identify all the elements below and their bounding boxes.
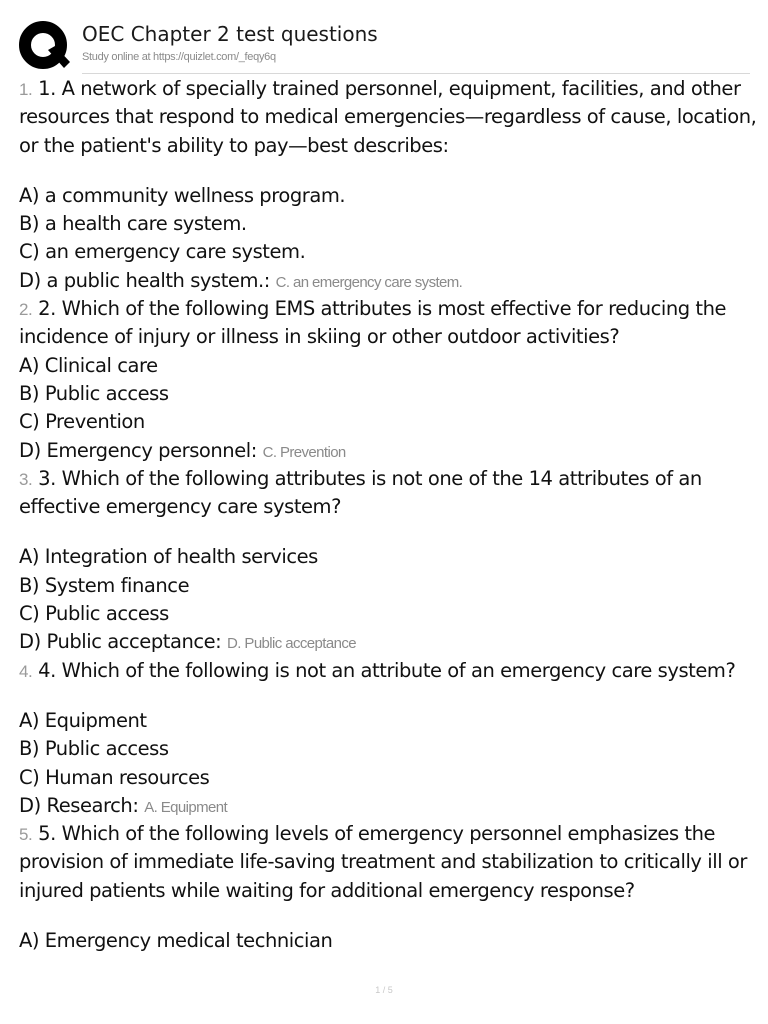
option-d: D) Research: xyxy=(19,793,139,817)
question-item xyxy=(19,820,754,955)
question-text: effective emergency care system? xyxy=(19,495,342,519)
question-item xyxy=(19,75,757,295)
option-a: A) Emergency medical technician xyxy=(19,929,333,953)
option-a: A) Clinical care xyxy=(19,353,158,377)
question-number: 1. xyxy=(19,80,33,99)
question-text: provision of immediate life-saving treatment and stabilization to critically ill or xyxy=(19,850,747,874)
option-c: C) Public access xyxy=(19,602,169,626)
question-text: 5. Which of the following levels of emergency personnel emphasizes the xyxy=(38,822,716,846)
answer-text: D. Public acceptance xyxy=(227,635,356,653)
option-d: D) Emergency personnel: xyxy=(19,438,257,462)
question-text: 3. Which of the following attributes is not one of the 14 attributes of an xyxy=(38,466,702,490)
option-d: D) a public health system.: xyxy=(19,268,270,292)
option-c: C) Prevention xyxy=(19,410,145,434)
question-item xyxy=(19,295,754,465)
answer-text: A. Equipment xyxy=(144,798,228,816)
question-text: incidence of injury or illness in skiing or other outdoor activities? xyxy=(19,325,620,349)
option-a: A) Equipment xyxy=(19,708,147,732)
document-subtitle: Study online at https://quizlet.com/_feqy6q xyxy=(82,51,276,63)
question-number: 3. xyxy=(19,469,33,489)
option-a: A) Integration of health services xyxy=(19,545,318,569)
question-text: 1. A network of specially trained personnel, equipment, facilities, and other xyxy=(38,77,741,100)
option-b: B) Public access xyxy=(19,737,169,761)
question-text: resources that respond to medical emergencies—regardless of cause, location, xyxy=(19,105,757,129)
question-text: or the patient's ability to pay—best describes: xyxy=(19,133,449,157)
question-item xyxy=(19,657,754,820)
answer-text: C. Prevention xyxy=(262,443,346,461)
header-divider xyxy=(82,73,750,74)
answer-text: C. an emergency care system. xyxy=(275,273,463,291)
question-number: 4. xyxy=(19,661,33,681)
question-text: injured patients while waiting for additional emergency response? xyxy=(19,878,635,902)
question-item xyxy=(19,465,754,657)
quizlet-q-logo-icon xyxy=(18,20,70,72)
question-text: 4. Which of the following is not an attribute of an emergency care system? xyxy=(38,658,736,682)
document-title: OEC Chapter 2 test questions xyxy=(82,22,378,46)
option-b: B) System finance xyxy=(19,573,190,597)
page-number: 1 / 5 xyxy=(375,985,393,995)
option-c: C) an emergency care system. xyxy=(19,240,306,264)
option-b: B) a health care system. xyxy=(19,212,247,236)
question-text: 2. Which of the following EMS attributes is most effective for reducing the xyxy=(38,297,727,321)
document-header xyxy=(18,18,748,74)
option-c: C) Human resources xyxy=(19,765,210,789)
question-number: 2. xyxy=(19,300,33,320)
option-d: D) Public acceptance: xyxy=(19,630,222,654)
option-b: B) Public access xyxy=(19,381,169,405)
option-a: A) a community wellness program. xyxy=(19,183,346,207)
question-list xyxy=(19,75,757,955)
question-number: 5. xyxy=(19,825,33,845)
